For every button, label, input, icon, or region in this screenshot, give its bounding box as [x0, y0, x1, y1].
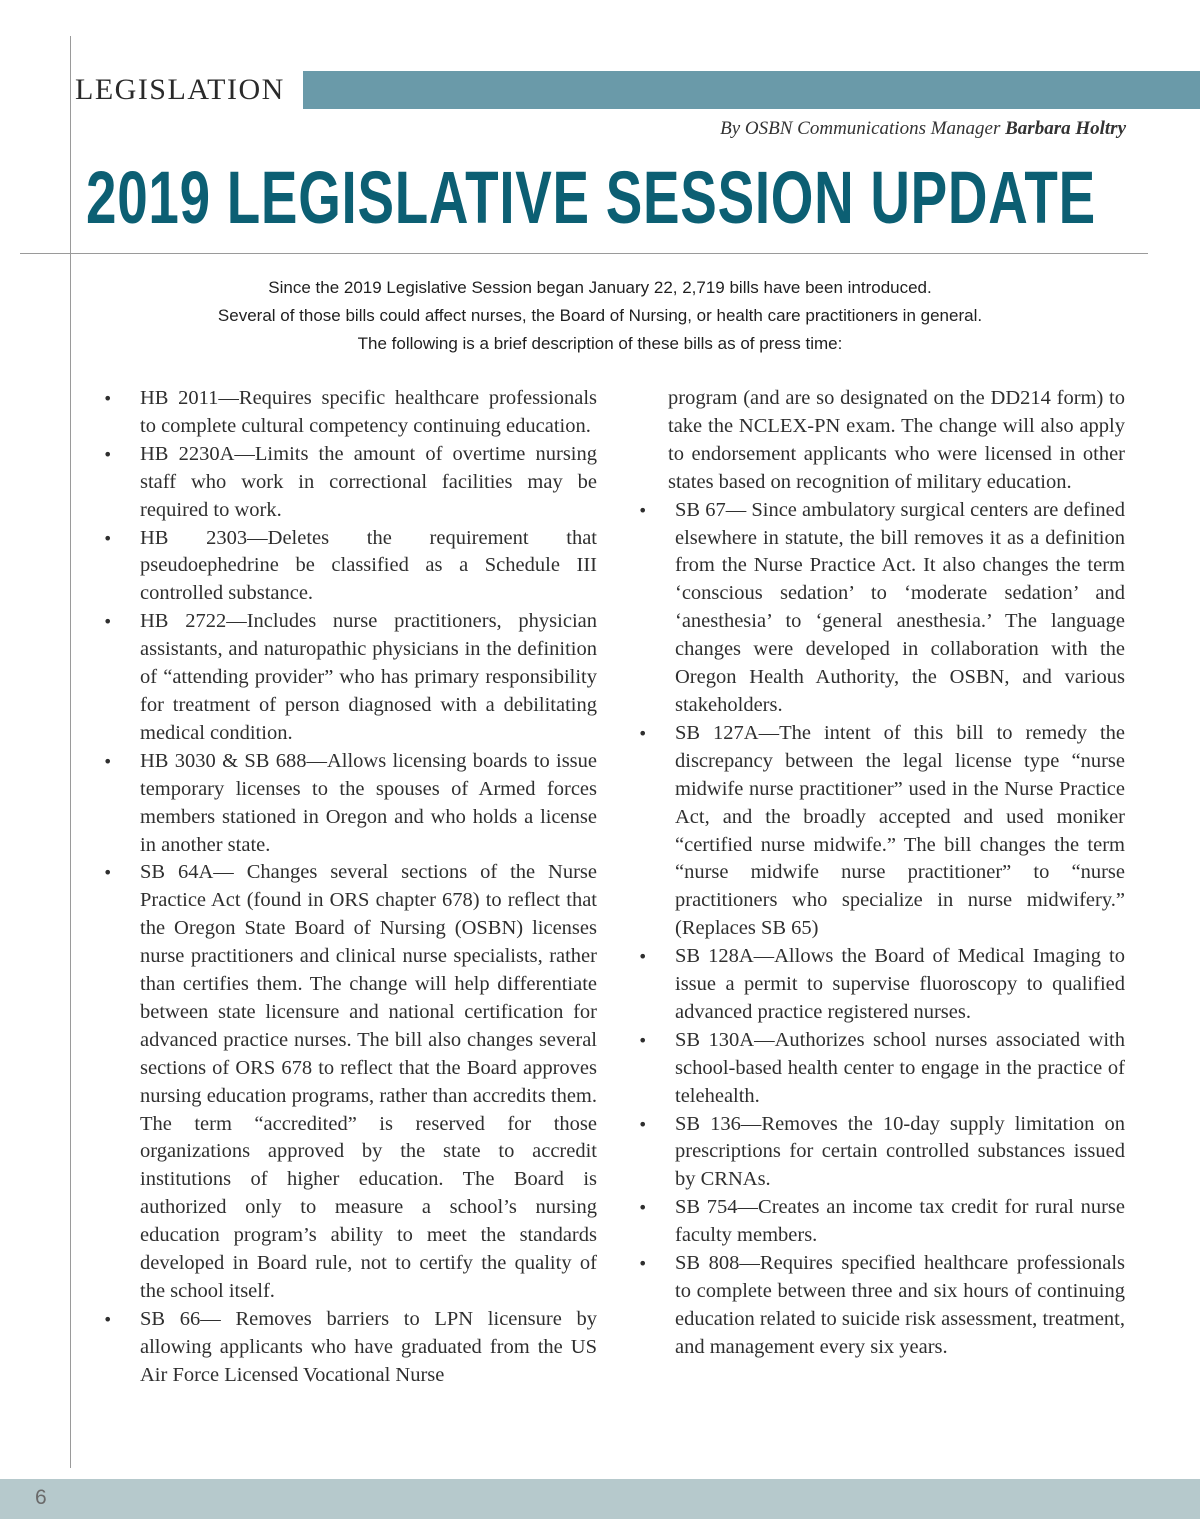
bill-item-hb2303: [95, 525, 597, 609]
bill-list-right: [630, 497, 1125, 1362]
section-label: LEGISLATION: [75, 73, 285, 106]
page-title: 2019 LEGISLATIVE SESSION UPDATE: [86, 156, 1096, 239]
bullet-icon: •: [638, 500, 648, 520]
intro-line: The following is a brief description of these bills as of press time:: [357, 334, 843, 353]
bill-item-hb3030-sb688: [95, 748, 597, 860]
bill-text: HB 2011—Requires specific healthcare professionals to complete cultural competency continuing education.: [140, 387, 597, 437]
bullet-icon: •: [103, 444, 113, 464]
intro-paragraph: [130, 274, 1070, 358]
bullet-icon: •: [103, 1309, 113, 1329]
bullet-icon: •: [103, 528, 113, 548]
bill-text: HB 2303—Deletes the requirement that pseudoephedrine be classified as a Schedule III controlled substance.: [140, 526, 597, 605]
bill-item-sb64a: [95, 859, 597, 1306]
bill-item-sb754: [630, 1194, 1125, 1250]
left-margin-rule: [70, 36, 71, 1468]
intro-line: Since the 2019 Legislative Session began January 22, 2,719 bills have been introduced.: [268, 278, 932, 297]
footer-bar: [0, 1479, 1200, 1519]
header-accent-bar: [303, 71, 1200, 109]
bullet-icon: •: [638, 947, 648, 967]
bill-item-sb130a: [630, 1027, 1125, 1111]
bullet-icon: •: [638, 1114, 648, 1134]
bill-text: SB 67— Since ambulatory surgical centers are defined elsewhere in statute, the bill removes it as a definition from the Nurse Practice Act. It also changes the term ‘conscious sedation’ to ‘moderate sedation’ and ‘anesthesia’ to ‘general anesthesia.’ The language changes were developed in collaboration with the Oregon Health Authority, the OSBN, and various stakeholders.: [675, 498, 1125, 716]
page-number: 6: [35, 1486, 47, 1509]
bill-text: SB 136—Removes the 10-day supply limitation on prescriptions for certain controlled substances issued by CRNAs.: [675, 1112, 1125, 1191]
bill-item-sb128a: [630, 943, 1125, 1027]
bill-item-hb2722: [95, 608, 597, 748]
right-column: [630, 385, 1125, 1362]
bill-list-left: [95, 385, 597, 1390]
bill-text: HB 2722—Includes nurse practitioners, physician assistants, and naturopathic physicians in the definition of “attending provider” who has primary responsibility for treatment of person diagnosed with a debilitating medical condition.: [140, 610, 597, 744]
bullet-icon: •: [638, 1198, 648, 1218]
bill-item-sb136: [630, 1111, 1125, 1195]
bill-text: SB 127A—The intent of this bill to remedy the discrepancy between the legal license type “nurse midwife nurse practitioner” used in the Nurse Practice Act, and the broadly accepted and used moniker “certified nurse midwife.” The bill changes the term “nurse midwife nurse practitioner” to “nurse practitioners who specialize in nurse midwifery.” (Replaces SB 65): [675, 721, 1125, 940]
bill-text: SB 130A—Authorizes school nurses associated with school-based health center to engage in the practice of telehealth.: [675, 1028, 1125, 1107]
bill-text: SB 808—Requires specified healthcare professionals to complete between three and six hours of continuing education related to suicide risk assessment, treatment, and management every six years.: [675, 1252, 1125, 1358]
bullet-icon: •: [103, 751, 113, 771]
bill-text: HB 2230A—Limits the amount of overtime nursing staff who work in correctional facilities may be required to work.: [140, 442, 597, 521]
byline-prefix: By OSBN Communications Manager: [720, 118, 1006, 139]
header-divider: [20, 253, 1148, 254]
bill-text: SB 128A—Allows the Board of Medical Imaging to issue a permit to supervise fluoroscopy to qualified advanced practice registered nurses.: [675, 945, 1125, 1023]
bullet-icon: •: [103, 863, 113, 883]
bill-item-sb808: [630, 1250, 1125, 1362]
bullet-icon: •: [638, 723, 648, 743]
bill-item-sb67: [630, 497, 1125, 720]
bill-text: SB 754—Creates an income tax credit for rural nurse faculty members.: [675, 1196, 1125, 1247]
bullet-icon: •: [638, 1254, 648, 1274]
byline-author: Barbara Holtry: [1005, 118, 1126, 139]
byline: [720, 118, 1126, 140]
bullet-icon: •: [103, 612, 113, 632]
bill-text: SB 66— Removes barriers to LPN licensure by allowing applicants who have graduated from the US Air Force Licensed Vocational Nurse: [140, 1307, 597, 1386]
left-column: [95, 385, 597, 1390]
bill-item-hb2011: [95, 385, 597, 441]
bill-text: SB 64A— Changes several sections of the Nurse Practice Act (found in ORS chapter 678) to reflect that the Oregon State Board of Nursing (OSBN) licenses nurse practitioners and clinical nurse specialists, rather than certifies them. The change will help differentiate between state licensure and national certification for advanced practice nurses. The bill also changes several sections of ORS 678 to reflect that the Board approves nursing education programs, rather than accredits them. The term “accredited” is reserved for those organizations approved by the state to accredit institutions of higher education. The Board is authorized only to measure a school’s nursing education program’s ability to meet the standards developed in Board rule, not to certify the quality of the school itself.: [140, 861, 597, 1302]
bill-item-sb127a: [630, 720, 1125, 943]
bill-item-sb66: [95, 1306, 597, 1390]
intro-line: Several of those bills could affect nurses, the Board of Nursing, or health care practitioners in general.: [217, 306, 983, 325]
bill-item-hb2230a: [95, 441, 597, 525]
bill-text: HB 3030 & SB 688—Allows licensing boards to issue temporary licenses to the spouses of Armed forces members stationed in Oregon and who holds a license in another state.: [140, 749, 597, 856]
bullet-icon: •: [103, 389, 113, 408]
sb66-continued-text: program (and are so designated on the DD214 form) to take the NCLEX-PN exam. The change will also apply to endorsement applicants who were licensed in other states based on recognition of military education.: [668, 387, 1125, 493]
bullet-icon: •: [638, 1030, 648, 1050]
